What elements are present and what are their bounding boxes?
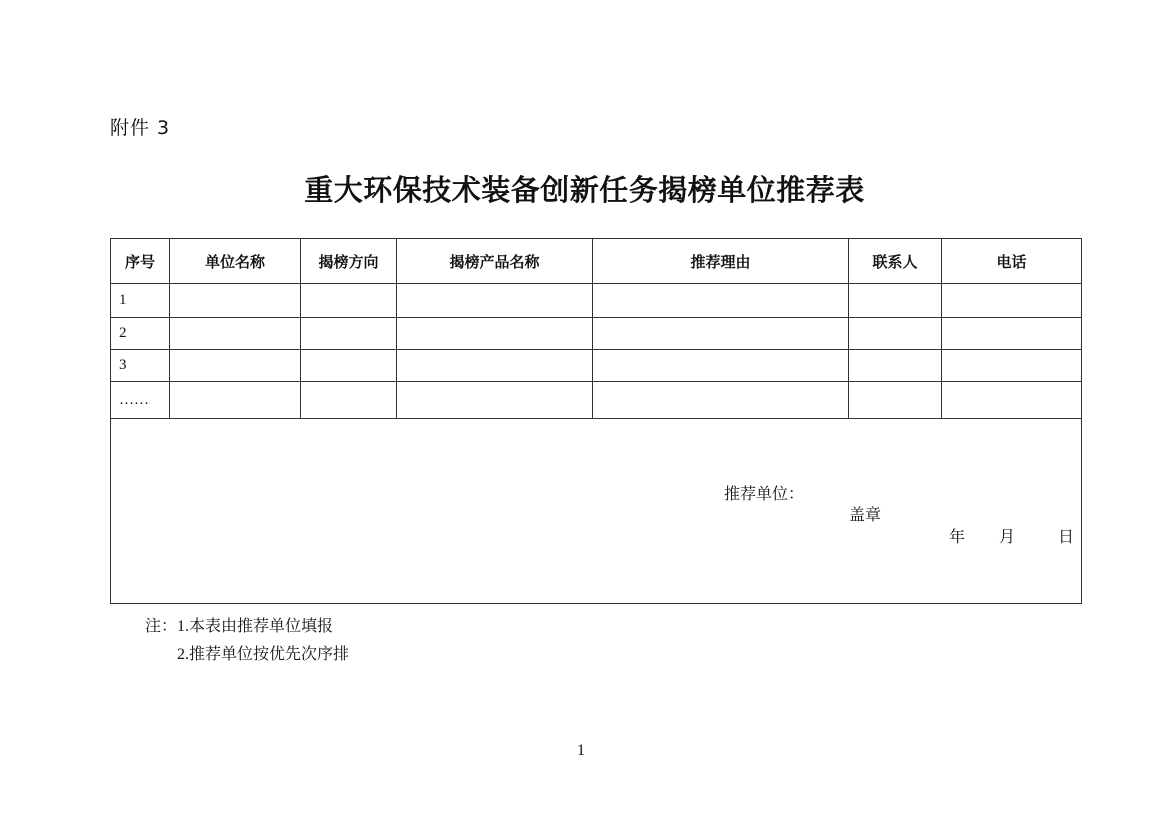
cell-unit-name[interactable]	[170, 382, 301, 419]
cell-phone[interactable]	[942, 284, 1082, 318]
table-row	[111, 284, 1082, 318]
table-row	[111, 382, 1082, 419]
page-number: 1	[577, 742, 585, 759]
cell-direction[interactable]	[301, 382, 397, 419]
cell-unit-name[interactable]	[170, 284, 301, 318]
table-row	[111, 350, 1082, 382]
cell-contact[interactable]	[849, 318, 942, 350]
cell-direction[interactable]	[301, 318, 397, 350]
cell-index: 3	[111, 350, 170, 382]
cell-direction[interactable]	[301, 284, 397, 318]
cell-unit-name[interactable]	[170, 350, 301, 382]
table-header-row	[111, 239, 1082, 284]
column-header-contact: 联系人	[849, 239, 942, 284]
cell-reason[interactable]	[593, 284, 849, 318]
cell-reason[interactable]	[593, 318, 849, 350]
cell-reason[interactable]	[593, 382, 849, 419]
cell-contact[interactable]	[849, 350, 942, 382]
note-1: 注：1.本表由推荐单位填报	[145, 618, 334, 635]
cell-index: 1	[111, 284, 170, 318]
column-header-product-name: 揭榜产品名称	[397, 239, 593, 284]
cell-phone[interactable]	[942, 318, 1082, 350]
note-2: 2.推荐单位按优先次序排	[177, 646, 350, 663]
table-row	[111, 318, 1082, 350]
recommendation-table	[110, 238, 1082, 604]
column-header-unit-name: 单位名称	[170, 239, 301, 284]
recommend-unit-label: 推荐单位：	[724, 486, 805, 503]
date-month-label: 月	[999, 529, 1016, 546]
seal-label: 盖章	[849, 507, 882, 524]
cell-product-name[interactable]	[397, 350, 593, 382]
signature-row	[111, 419, 1082, 604]
date-year-label: 年	[949, 529, 966, 546]
cell-product-name[interactable]	[397, 284, 593, 318]
attachment-label: 附件 3	[110, 117, 171, 139]
cell-phone[interactable]	[942, 382, 1082, 419]
cell-unit-name[interactable]	[170, 318, 301, 350]
cell-reason[interactable]	[593, 350, 849, 382]
column-header-index: 序号	[111, 239, 170, 284]
signature-area	[111, 419, 1082, 604]
cell-product-name[interactable]	[397, 318, 593, 350]
cell-product-name[interactable]	[397, 382, 593, 419]
cell-phone[interactable]	[942, 350, 1082, 382]
column-header-phone: 电话	[942, 239, 1082, 284]
cell-contact[interactable]	[849, 284, 942, 318]
date-day-label: 日	[1058, 529, 1075, 546]
page-title: 重大环保技术装备创新任务揭榜单位推荐表	[304, 173, 865, 207]
column-header-reason: 推荐理由	[593, 239, 849, 284]
cell-index: 2	[111, 318, 170, 350]
column-header-direction: 揭榜方向	[301, 239, 397, 284]
cell-index: ……	[111, 382, 170, 419]
cell-contact[interactable]	[849, 382, 942, 419]
cell-direction[interactable]	[301, 350, 397, 382]
